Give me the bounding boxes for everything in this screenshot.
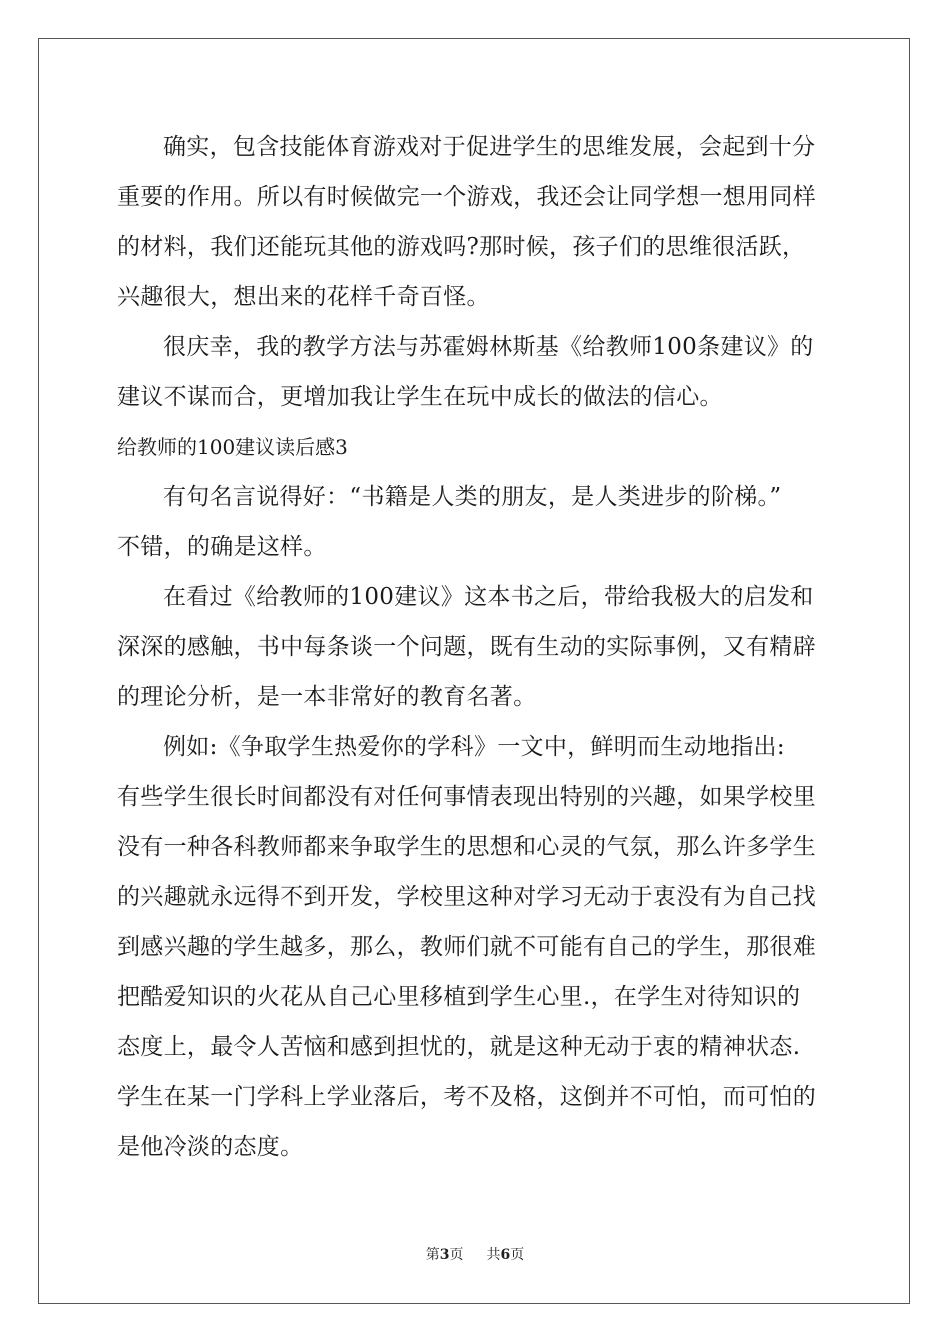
- document-body: [117, 122, 835, 1172]
- paragraph: [117, 322, 835, 422]
- page-suffix: 页: [449, 1247, 464, 1263]
- text-line: 重要的作用。所以有时候做完一个游戏，我还会让同学想一想用同样: [117, 184, 816, 210]
- text-line: 的材料，我们还能玩其他的游戏吗?那时候，孩子们的思维很活跃，: [117, 234, 806, 260]
- text-line: 兴趣很大，想出来的花样千奇百怪。: [117, 284, 490, 310]
- text-line: 的理论分析，是一本非常好的教育名著。: [117, 684, 537, 710]
- heading-text: 给教师的100建议读后感3: [117, 435, 348, 459]
- total-prefix: 共: [486, 1247, 501, 1263]
- paragraph: [117, 122, 835, 322]
- text-line: 很庆幸，我的教学方法与苏霍姆林斯基《给教师100条建议》的: [163, 334, 814, 360]
- text-line: 是他冷淡的态度。: [117, 1134, 304, 1160]
- text-line: 的兴趣就永远得不到开发，学校里这种对学习无动于衷没有为自己找: [117, 884, 816, 910]
- paragraph: [117, 722, 835, 1172]
- text-line: 到感兴趣的学生越多，那么，教师们就不可能有自己的学生，那很难: [117, 934, 816, 960]
- total-pages: 6: [500, 1247, 511, 1263]
- text-line: 态度上，最令人苦恼和感到担忧的，就是这种无动于衷的精神状态.: [117, 1034, 801, 1060]
- text-line: 有句名言说得好：“书籍是人类的朋友，是人类进步的阶梯。”: [163, 484, 782, 510]
- page-footer: [0, 1246, 950, 1264]
- paragraph: [117, 472, 835, 572]
- text-line: 没有一种各科教师都来争取学生的思想和心灵的气氛，那么许多学生: [117, 834, 816, 860]
- section-heading: [117, 422, 835, 472]
- text-line: 不错，的确是这样。: [117, 534, 327, 560]
- text-line: 在看过《给教师的100建议》这本书之后，带给我极大的启发和: [163, 584, 814, 610]
- text-line: 有些学生很长时间都没有对任何事情表现出特别的兴趣，如果学校里: [117, 784, 816, 810]
- text-line: 建议不谋而合，更增加我让学生在玩中成长的做法的信心。: [117, 384, 723, 410]
- paragraph: [117, 572, 835, 722]
- text-line: 把酷爱知识的火花从自己心里移植到学生心里.，在学生对待知识的: [117, 984, 801, 1010]
- current-page: 3: [439, 1247, 450, 1263]
- page-total: [486, 1247, 524, 1263]
- text-line: 例如:《争取学生热爱你的学科》一文中，鲜明而生动地指出:: [163, 734, 785, 760]
- text-line: 确实，包含技能体育游戏对于促进学生的思维发展，会起到十分: [163, 134, 816, 160]
- text-line: 深深的感触，书中每条谈一个问题，既有生动的实际事例，又有精辟: [117, 634, 816, 660]
- total-suffix: 页: [510, 1247, 525, 1263]
- page-prefix: 第: [425, 1247, 440, 1263]
- page-number: [426, 1247, 468, 1263]
- text-line: 学生在某一门学科上学业落后，考不及格，这倒并不可怕，而可怕的: [117, 1084, 816, 1110]
